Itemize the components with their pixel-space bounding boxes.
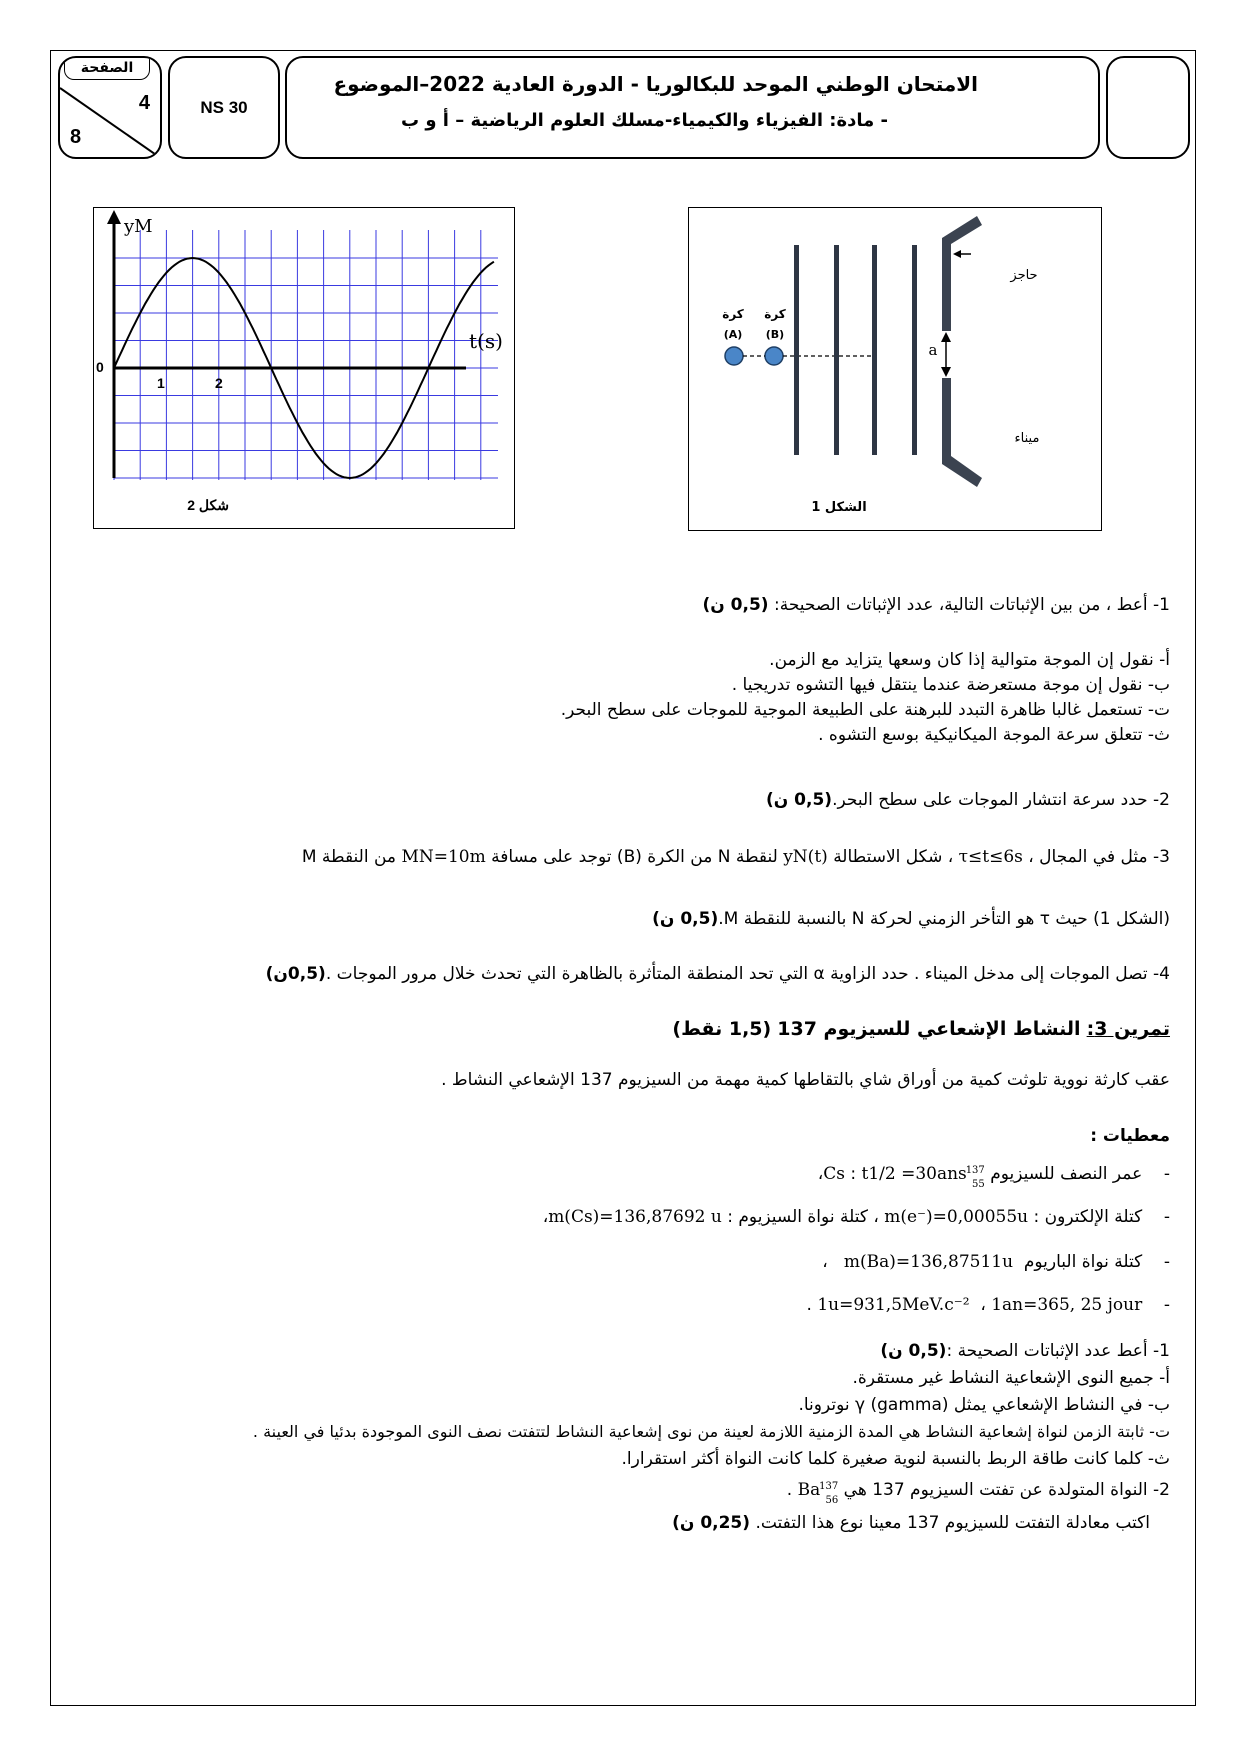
- data-label: معطيات :: [1090, 1126, 1170, 1146]
- y-axis-arrow-icon: [107, 210, 121, 224]
- figure-2-caption: شكل 2: [187, 497, 229, 513]
- figure-2: [93, 207, 515, 529]
- barrier-label: حاجز: [1010, 268, 1038, 283]
- wavefront-3: [872, 245, 877, 455]
- figure-1: [688, 207, 1102, 531]
- tick-label-1: 1: [157, 375, 165, 391]
- q1-stem: 1- أعط ، من بين الإثباتات التالية، عدد الإثباتات الصحيحة: (0,5 ن): [702, 595, 1170, 615]
- gap-arrow-down-icon: [941, 367, 951, 377]
- data-masses: - كتلة الإلكترون : m(e⁻)=0,00055u ، كتلة نواة السيزيوم : m(Cs)=136,87692 u،: [542, 1207, 1170, 1227]
- exercise-3-title: تمرين 3: النشاط الإشعاعي للسيزيوم 137 (1,5 نقط): [672, 1018, 1170, 1040]
- port-label: ميناء: [1014, 431, 1040, 446]
- exam-title: الامتحان الوطني الموحد للبكالوريا - الدورة العادية 2022–الموضوع: [333, 72, 978, 96]
- q1-item-b: ب- نقول إن موجة مستعرضة عندما ينتقل فيها التشوه تدريجيا .: [731, 675, 1170, 695]
- exam-code: NS 30: [200, 97, 248, 117]
- q3-line2: (الشكل 1) حيث τ هو التأخر الزمني لحركة N بالنسبة للنقطة M.(0,5 ن): [652, 909, 1170, 929]
- data-barium-mass: - كتلة نواة الباريوم m(Ba)=136,87511u ،: [822, 1252, 1170, 1272]
- ball-b-letter: (B): [765, 328, 785, 341]
- barrier-bottom: [942, 378, 982, 487]
- port-diagram: [689, 208, 1101, 530]
- ex3-q2-line1: 2- النواة المتولدة عن تفتت السيزيوم 137 هي 137 56 Ba .: [786, 1480, 1170, 1506]
- barrier-top: [942, 216, 982, 331]
- ex3-q1-item-d: ث- كلما كانت طاقة الربط بالنسبة لنوية صغيرة كلما كانت النواة أكثر استقرارا.: [621, 1449, 1170, 1469]
- ball-a-word: كرة: [722, 307, 744, 321]
- page-number-box: [58, 56, 162, 159]
- q1-item-a: أ- نقول إن الموجة متوالية إذا كان وسعها يتزايد مع الزمن.: [769, 650, 1170, 670]
- wavefront-2: [834, 245, 839, 455]
- ball-a-letter: (A): [723, 328, 743, 341]
- q1-item-d: ث- تتعلق سرعة الموجة الميكانيكية بوسع التشوه .: [818, 725, 1170, 745]
- ball-b-word: كرة: [764, 307, 786, 321]
- figure-1-caption: الشكل 1: [811, 500, 867, 515]
- barrier-pointer-arrow-icon: [953, 250, 961, 258]
- ex3-q1-stem: 1- أعط عدد الإثباتات الصحيحة :(0,5 ن): [880, 1341, 1170, 1361]
- q3-line1: 3- مثل في المجال ، τ≤t≤6s ، شكل الاستطالة yN(t) لنقطة N من الكرة (B) توجد على مسافة MN=10m من النقطة M: [301, 847, 1170, 867]
- page-total: 8: [70, 126, 82, 148]
- q1-item-c: ت- تستعمل غالبا ظاهرة التبدد للبرهنة على الطبيعة الموجية للموجات على سطح البحر.: [560, 700, 1170, 720]
- ex3-q1-item-c: ت- ثابتة الزمن لنواة إشعاعية النشاط هي المدة الزمنية اللازمة لعينة من نوى إشعاعية النشاط لتتفتت نصف النوى الموجودة بدئيا في العينة .: [252, 1422, 1170, 1441]
- q2: 2- حدد سرعة انتشار الموجات على سطح البحر.(0,5 ن): [765, 790, 1170, 810]
- gap-arrow-up-icon: [941, 332, 951, 342]
- ball-a: [725, 347, 743, 365]
- page-current: 4: [138, 92, 150, 114]
- x-axis-label: t(s): [469, 329, 503, 353]
- exercise-3-intro: عقب كارثة نووية تلوثت كمية من أوراق شاي بالتقاطها كمية مهمة من السيزيوم 137 الإشعاعي النشاط .: [441, 1070, 1170, 1090]
- wavefront-1: [794, 245, 799, 455]
- data-units: - 1u=931,5MeV.c⁻² ، 1an=365, 25 jour .: [806, 1295, 1170, 1315]
- ex3-q1-item-a: أ- جميع النوى الإشعاعية النشاط غير مستقرة.: [852, 1368, 1170, 1388]
- page-label: الصفحة: [64, 58, 150, 80]
- title-box: [285, 56, 1100, 159]
- q4: 4- تصل الموجات إلى مدخل الميناء . حدد الزاوية α التي تحد المنطقة المتأثرة بالظاهرة التي تحدث خلال مرور الموجات .(0,5ن): [265, 964, 1170, 984]
- exam-code-box: [168, 56, 280, 159]
- y-axis-label: yM: [124, 216, 153, 237]
- ex3-q1-item-b: ب- في النشاط الإشعاعي يمثل (gamma) γ نوترونا.: [798, 1395, 1170, 1415]
- wave-graph: [94, 208, 514, 528]
- data-half-life: - عمر النصف للسيزيوم 137 55 Cs : t1/2 =30ans،: [817, 1164, 1170, 1190]
- tick-label-2: 2: [215, 375, 223, 391]
- gap-label: a: [928, 341, 938, 359]
- origin-label: 0: [96, 359, 104, 375]
- ball-b: [765, 347, 783, 365]
- blank-header-box: [1106, 56, 1190, 159]
- exam-subject: - مادة: الفيزياء والكيمياء-مسلك العلوم الرياضية – أ و ب: [401, 110, 888, 131]
- ex3-q2-line2: اكتب معادلة التفتت للسيزيوم 137 معينا نوع هذا التفتت. (0,25 ن): [672, 1513, 1150, 1533]
- wavefront-4: [912, 245, 917, 455]
